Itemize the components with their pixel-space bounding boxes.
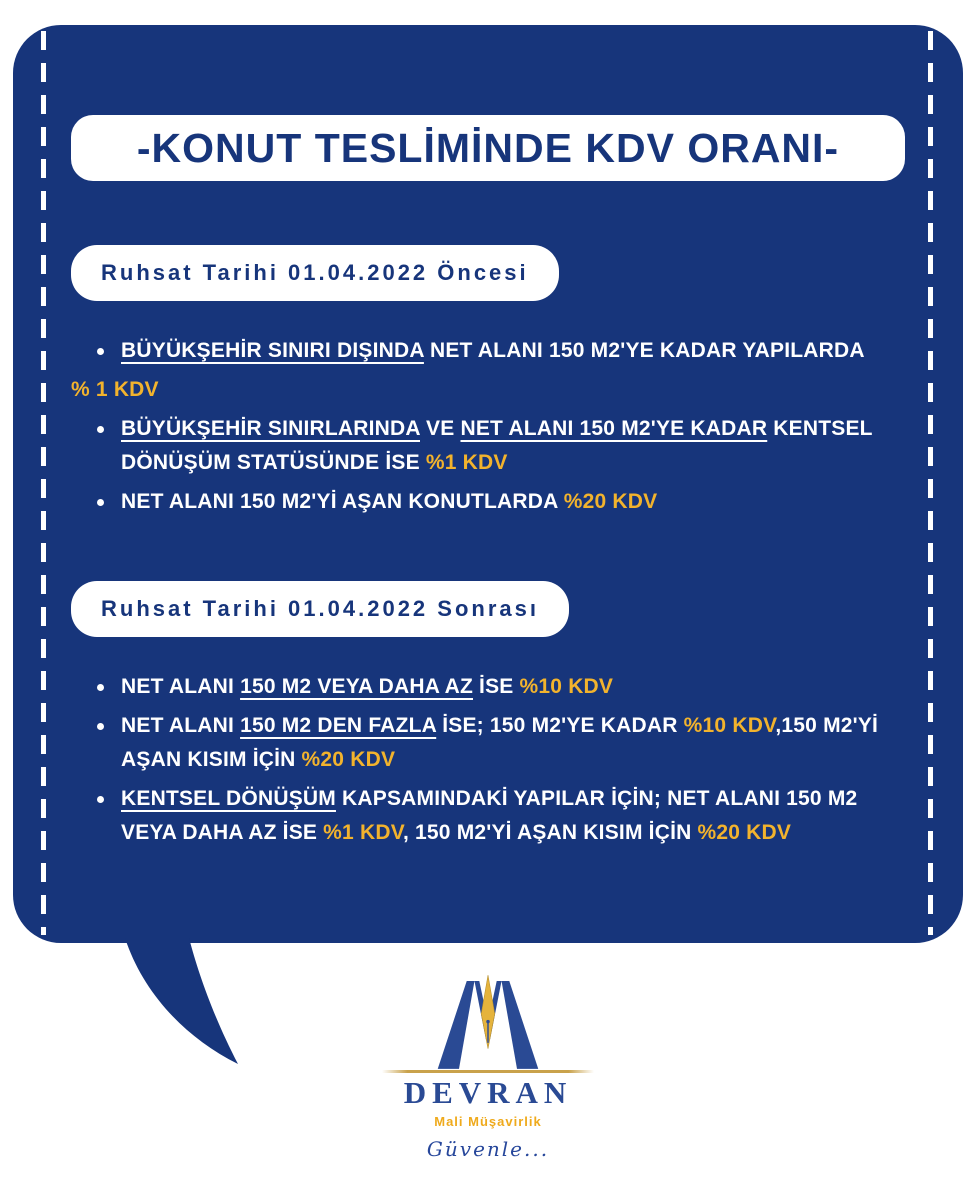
text-segment: %1 KDV (425, 451, 508, 474)
text-segment: %20 KDV (697, 821, 792, 844)
bullet-list (71, 670, 926, 850)
text-segment: AŞAN KISIM İÇİN (121, 748, 302, 771)
text-segment: NET ALANI 150 M2'YE KADAR (460, 417, 768, 440)
text-segment: KENTSEL (767, 417, 873, 440)
bullet-dot (97, 684, 104, 691)
text-segment: NET ALANI 150 M2'Yİ AŞAN KONUTLARDA (121, 490, 564, 513)
poster-title: -KONUT TESLİMİNDE KDV ORANI- (136, 124, 840, 171)
text-segment: VE (420, 417, 461, 440)
bullet-list (71, 334, 926, 519)
text-segment: ,150 M2'Yİ (775, 714, 879, 737)
text-segment: VEYA DAHA AZ İSE (121, 821, 324, 844)
text-segment: NET ALANI (121, 675, 241, 698)
bullet-dot (97, 796, 104, 803)
dashed-border-left (41, 31, 46, 935)
hanging-line (71, 373, 926, 407)
text-segment: DÖNÜŞÜM STATÜSÜNDE İSE (121, 451, 426, 474)
bullet-item (71, 709, 926, 777)
section-after-2022 (71, 581, 926, 855)
text-segment: NET ALANI 150 M2'YE KADAR YAPILARDA (423, 339, 865, 362)
bullet-item (71, 485, 926, 519)
text-segment: KAPSAMINDAKİ YAPILAR İÇİN; NET ALANI 150 M2 (335, 787, 858, 810)
text-segment: %10 KDV (519, 675, 614, 698)
section-header-label: Ruhsat Tarihi 01.04.2022 Öncesi (101, 260, 529, 285)
bullet-dot (97, 426, 104, 433)
text-segment: İSE (473, 675, 520, 698)
text-segment: İSE; 150 M2'YE KADAR (436, 714, 684, 737)
bullet-item (71, 412, 926, 480)
logo-subtitle: Mali Müşavirlik (434, 1114, 542, 1129)
bullet-item (71, 670, 926, 704)
bullet-dot (97, 499, 104, 506)
text-segment: 150 M2 DEN FAZLA (240, 714, 437, 737)
text-segment: KENTSEL DÖNÜŞÜM (121, 787, 336, 810)
text-segment: %1 KDV (323, 821, 403, 844)
logo-name: DEVRAN (403, 1075, 573, 1110)
company-logo (0, 975, 976, 1161)
logo-divider (382, 1070, 594, 1073)
section-header-pill (71, 245, 559, 301)
text-segment: NET ALANI (121, 714, 241, 737)
logo-tagline: Güvenle... (426, 1137, 550, 1161)
speech-bubble (13, 25, 963, 943)
bullet-dot (97, 348, 104, 355)
section-before-2022 (71, 245, 926, 524)
text-segment: , 150 M2'Yİ AŞAN KISIM İÇİN (402, 821, 698, 844)
text-segment: % 1 KDV (71, 378, 159, 401)
section-header-label: Ruhsat Tarihi 01.04.2022 Sonrası (101, 596, 539, 621)
bullet-item (71, 334, 926, 368)
bullet-dot (97, 723, 104, 730)
text-segment: 150 M2 VEYA DAHA AZ (240, 675, 473, 698)
text-segment: %10 KDV (683, 714, 776, 737)
text-segment: BÜYÜKŞEHİR SINIRLARINDA (121, 417, 420, 440)
text-segment: BÜYÜKŞEHİR SINIRI DIŞINDA (121, 339, 424, 362)
pen-nib-monogram-icon (430, 975, 546, 1072)
title-banner (71, 115, 905, 181)
dashed-border-right (928, 31, 933, 935)
bullet-item (71, 782, 926, 850)
text-segment: %20 KDV (563, 490, 658, 513)
section-header-pill (71, 581, 569, 637)
text-segment: %20 KDV (301, 748, 396, 771)
